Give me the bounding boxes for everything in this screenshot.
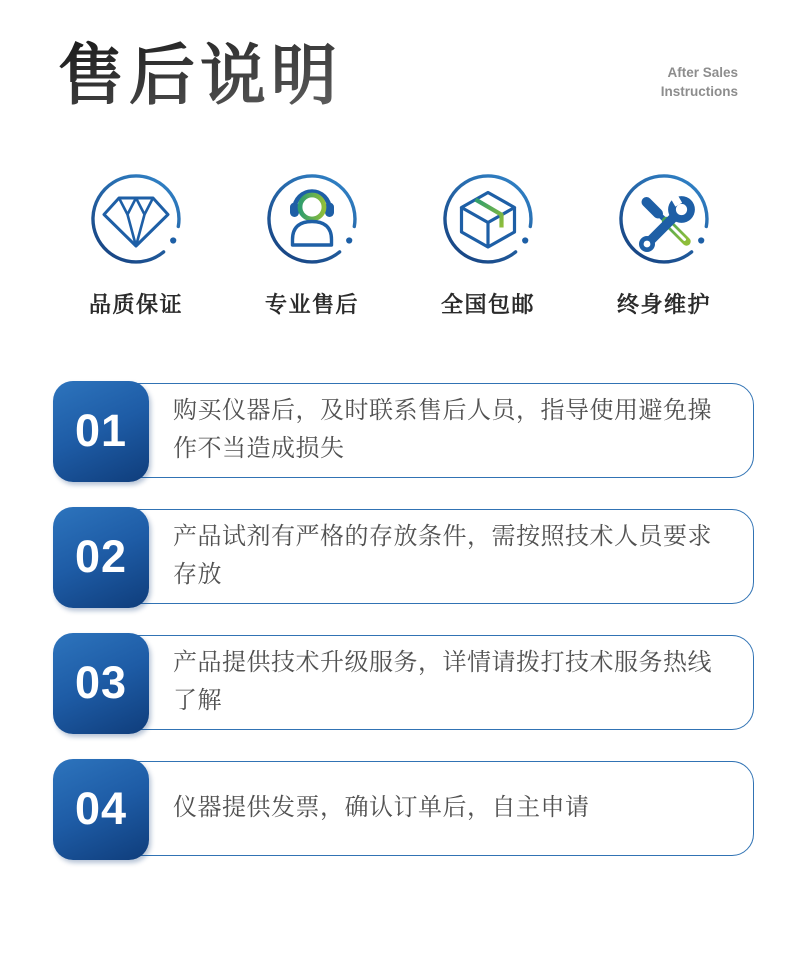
feature-quality [80, 169, 192, 319]
step-card-2 [54, 509, 754, 604]
headset-icon [262, 169, 362, 269]
step-text: 产品试剂有严格的存放条件，需按照技术人员要求存放 [173, 523, 712, 588]
step-number: 03 [74, 657, 128, 708]
step-card-4 [54, 761, 754, 856]
step-card-3 [54, 635, 754, 730]
package-icon [438, 169, 538, 269]
step-number-badge [53, 381, 149, 482]
feature-label-shipping: 全国包邮 [440, 291, 535, 317]
feature-label-quality: 品质保证 [88, 291, 183, 317]
feature-maintenance [608, 169, 720, 319]
subtitle-line-1: After Sales [667, 64, 738, 80]
step-number: 02 [74, 531, 128, 582]
step-number-badge [53, 633, 149, 734]
feature-row [0, 169, 800, 319]
tools-icon [614, 169, 714, 269]
step-text: 产品提供技术升级服务，详情请拨打技术服务热线了解 [173, 649, 712, 714]
steps-list [54, 383, 754, 856]
feature-label-maintenance: 终身维护 [616, 291, 711, 317]
feature-service [256, 169, 368, 319]
subtitle-line-2: Instructions [660, 84, 738, 100]
step-number: 01 [74, 405, 128, 456]
step-number-badge [53, 507, 149, 608]
feature-label-service: 专业售后 [264, 291, 359, 317]
step-number: 04 [74, 783, 128, 834]
feature-shipping [432, 169, 544, 319]
diamond-icon [86, 169, 186, 269]
header [0, 0, 800, 119]
step-text: 仪器提供发票，确认订单后，自主申请 [173, 794, 590, 821]
step-number-badge [53, 759, 149, 860]
page-subtitle [661, 53, 738, 102]
step-card-1 [54, 383, 754, 478]
step-text: 购买仪器后，及时联系售后人员，指导使用避免操作不当造成损失 [173, 397, 712, 462]
page-title: 售后说明 [58, 36, 342, 119]
